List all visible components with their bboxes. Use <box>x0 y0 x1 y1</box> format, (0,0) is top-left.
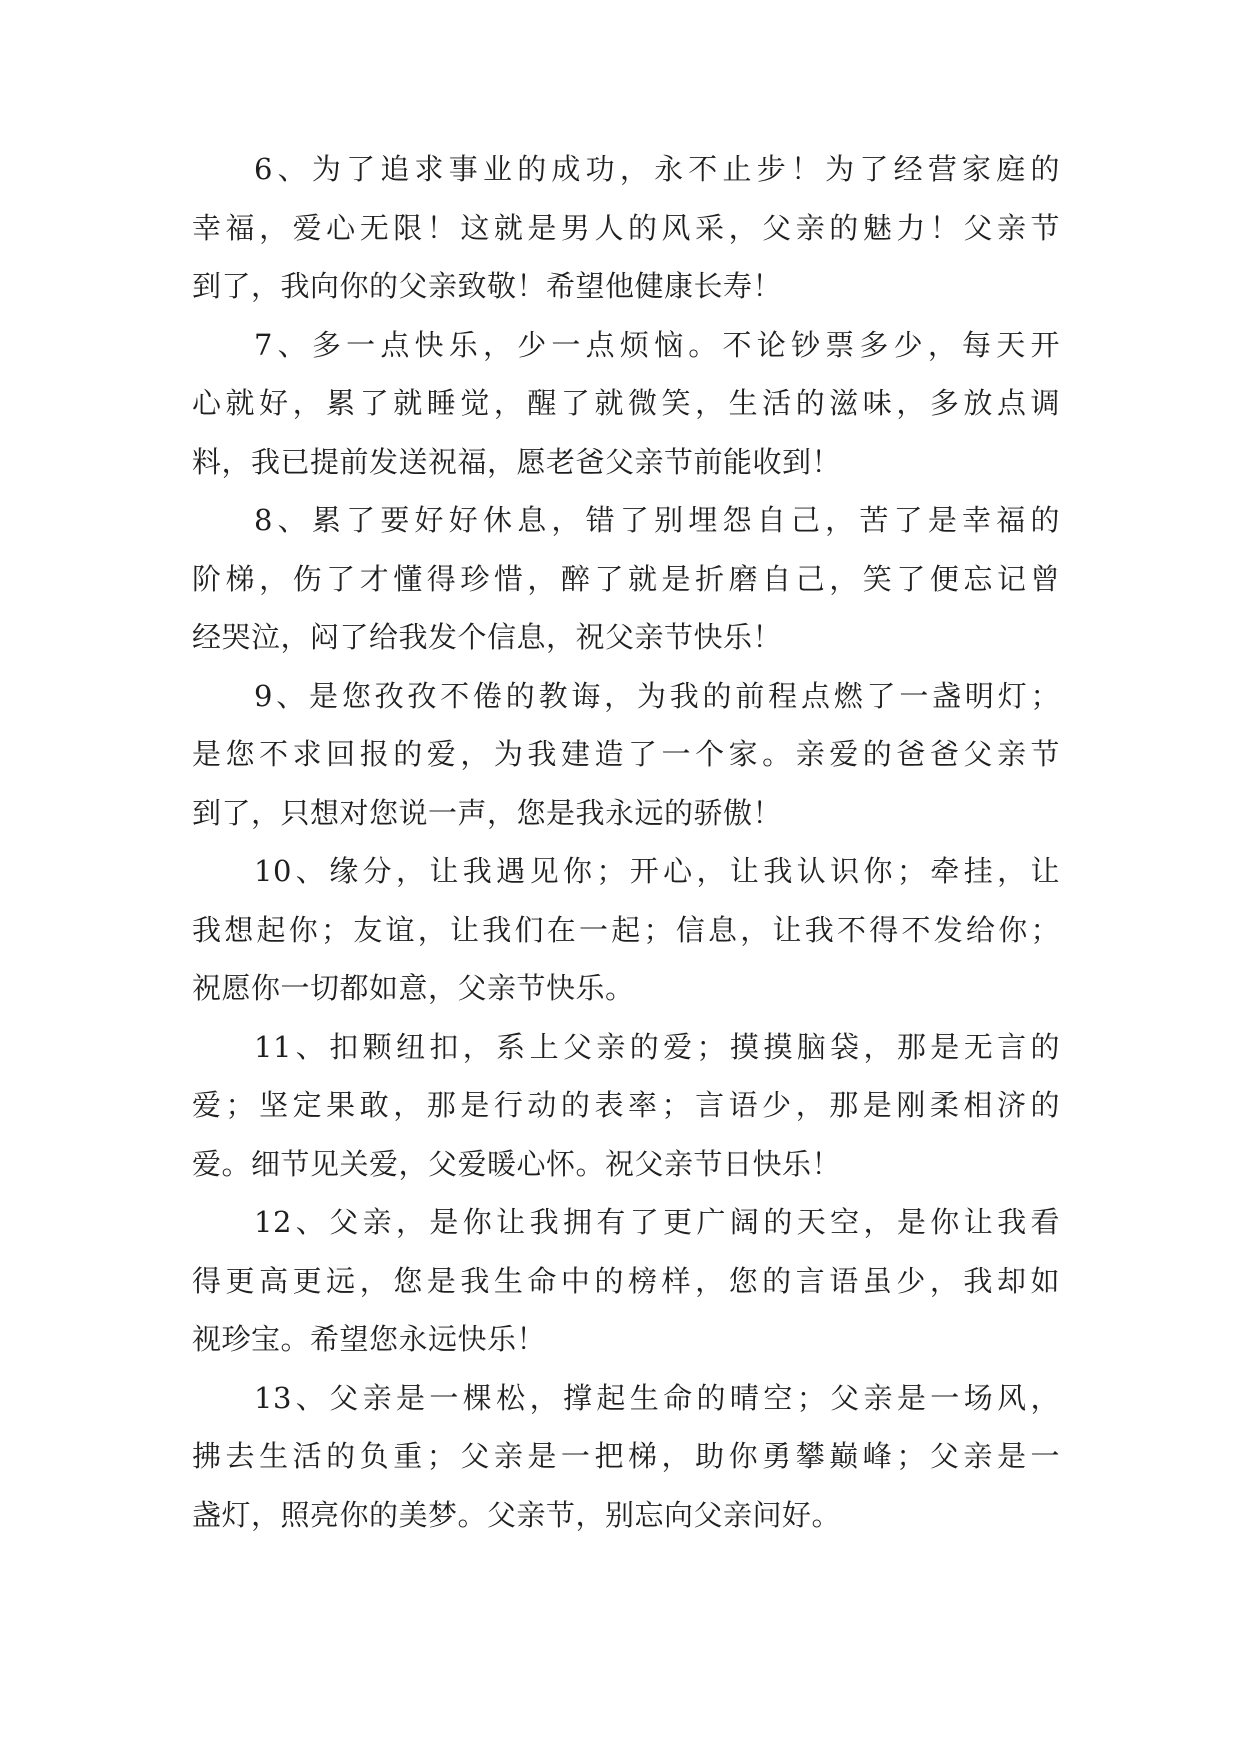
paragraph-9 <box>192 667 1060 843</box>
paragraph-line: 爱；坚定果敢，那是行动的表率；言语少，那是刚柔相济的 <box>192 1088 1060 1122</box>
paragraph-line: 6、为了追求事业的成功，永不止步！为了经营家庭的 <box>254 152 1060 186</box>
paragraph-line: 爱。细节见关爱，父爱暖心怀。祝父亲节日快乐！ <box>192 1146 842 1181</box>
paragraph-7 <box>192 316 1060 492</box>
paragraph-line: 是您不求回报的爱，为我建造了一个家。亲爱的爸爸父亲节 <box>192 737 1060 771</box>
paragraph-13 <box>192 1369 1060 1545</box>
paragraph-line: 料，我已提前发送祝福，愿老爸父亲节前能收到！ <box>192 444 842 479</box>
paragraph-line: 10、缘分，让我遇见你；开心，让我认识你；牵挂，让 <box>254 854 1060 888</box>
paragraph-line: 到了，我向你的父亲致敬！希望他健康长寿！ <box>192 269 783 303</box>
paragraph-10 <box>192 842 1060 1018</box>
paragraph-6 <box>192 140 1060 316</box>
paragraph-line: 祝愿你一切都如意，父亲节快乐。 <box>192 971 635 1005</box>
paragraph-line: 经哭泣，闷了给我发个信息，祝父亲节快乐！ <box>192 620 783 654</box>
paragraph-line: 13、父亲是一棵松，撑起生命的晴空；父亲是一场风， <box>254 1380 1060 1415</box>
paragraph-line: 盏灯，照亮你的美梦。父亲节，别忘向父亲问好。 <box>192 1497 842 1532</box>
document-body <box>192 140 1060 1544</box>
paragraph-line: 得更高更远，您是我生命中的榜样，您的言语虽少，我却如 <box>192 1263 1060 1298</box>
paragraph-line: 我想起你；友谊，让我们在一起；信息，让我不得不发给你； <box>192 912 1060 947</box>
paragraph-line: 幸福，爱心无限！这就是男人的风采，父亲的魅力！父亲节 <box>192 210 1060 245</box>
paragraph-line: 8、累了要好好休息，错了别埋怨自己，苦了是幸福的 <box>254 503 1060 537</box>
paragraph-line: 心就好，累了就睡觉，醒了就微笑，生活的滋味，多放点调 <box>192 386 1060 420</box>
paragraph-12 <box>192 1193 1060 1369</box>
paragraph-11 <box>192 1018 1060 1194</box>
paragraph-line: 视珍宝。希望您永远快乐！ <box>192 1322 547 1356</box>
paragraph-line: 阶梯，伤了才懂得珍惜，醉了就是折磨自己，笑了便忘记曾 <box>192 561 1060 596</box>
paragraph-line: 7、多一点快乐，少一点烦恼。不论钞票多少，每天开 <box>254 327 1060 362</box>
paragraph-line: 12、父亲，是你让我拥有了更广阔的天空，是你让我看 <box>254 1205 1060 1239</box>
paragraph-line: 拂去生活的负重；父亲是一把梯，助你勇攀巅峰；父亲是一 <box>192 1439 1060 1473</box>
paragraph-line: 9、是您孜孜不倦的教诲，为我的前程点燃了一盏明灯； <box>254 678 1060 713</box>
paragraph-8 <box>192 491 1060 667</box>
paragraph-line: 11、扣颗纽扣，系上父亲的爱；摸摸脑袋，那是无言的 <box>254 1029 1060 1064</box>
paragraph-line: 到了，只想对您说一声，您是我永远的骄傲！ <box>192 795 783 830</box>
